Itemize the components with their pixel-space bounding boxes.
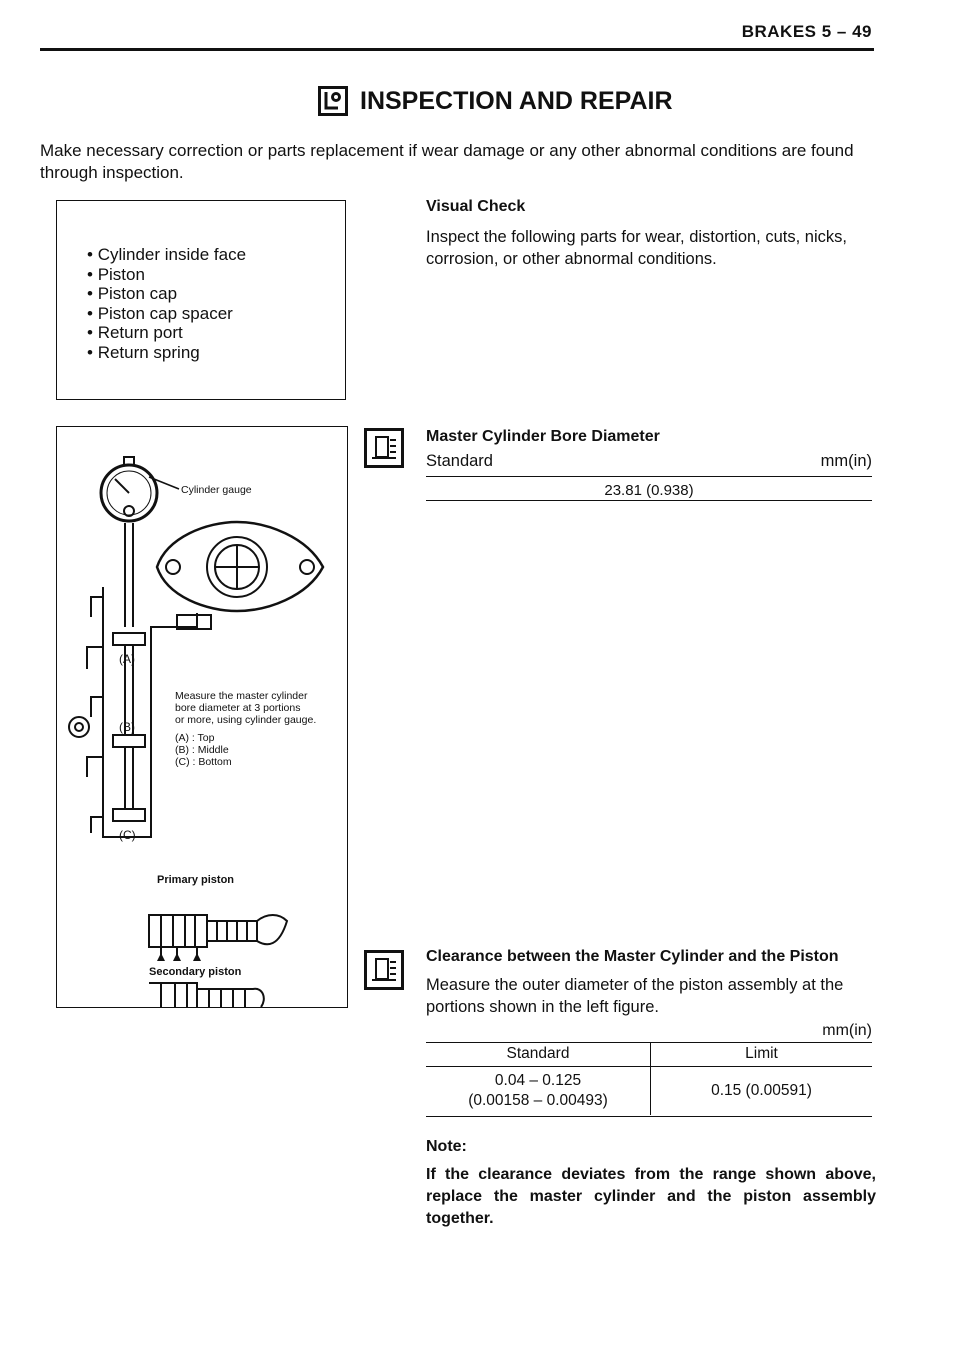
col-standard: Standard: [426, 1042, 651, 1067]
checklist-item: • Piston: [87, 265, 246, 285]
bore-standard-value: 23.81 (0.938): [604, 482, 694, 499]
section-heading: [318, 86, 673, 116]
bore-diameter-title: Master Cylinder Bore Diameter: [426, 428, 660, 445]
header-rule: [40, 48, 874, 51]
specification-icon: [364, 428, 404, 468]
standard-value-line: 0.04 – 0.125: [494, 1072, 582, 1089]
marker-c: (C): [119, 828, 136, 842]
checklist-item: • Return spring: [87, 343, 246, 363]
note-text: If the clearance deviates from the range shown above, replace the master cylinder and the piston assembly together.: [426, 1166, 876, 1227]
standard-cell: [426, 1067, 651, 1116]
marker-a: (A): [119, 652, 135, 666]
figure-note-line: bore diameter at 3 portions: [175, 702, 301, 714]
figure-note-line: Measure the master cylinder: [175, 690, 308, 702]
section-title: INSPECTION AND REPAIR: [360, 86, 673, 115]
legend-c: (C) : Bottom: [175, 756, 232, 768]
checklist-item: • Cylinder inside face: [87, 245, 246, 265]
intro-paragraph: Make necessary correction or parts replacement if wear damage or any other abnormal conditions are found through inspection.: [40, 141, 854, 182]
checklist-box: [56, 200, 346, 400]
figure-note-line: or more, using cylinder gauge.: [175, 714, 317, 726]
figure-box: [56, 426, 348, 1008]
page-header-title: BRAKES 5 – 49: [741, 22, 872, 41]
marker-b: (B): [119, 720, 135, 734]
limit-cell: 0.15 (0.00591): [711, 1082, 812, 1099]
checklist-item: • Piston cap: [87, 284, 246, 304]
checklist-item: • Return port: [87, 323, 246, 343]
inspection-icon: [318, 86, 348, 116]
legend-b: (B) : Middle: [175, 744, 229, 756]
table-row: [426, 1067, 872, 1116]
clearance-unit: mm(in): [822, 1022, 872, 1039]
primary-piston-label: Primary piston: [157, 874, 235, 886]
table-rule: [426, 476, 872, 477]
clearance-title: Clearance between the Master Cylinder and the Piston: [426, 948, 839, 965]
clearance-table: [426, 1042, 872, 1115]
note-title: Note:: [426, 1138, 467, 1155]
bore-unit: mm(in): [820, 452, 872, 470]
table-rule: [426, 500, 872, 501]
checklist: [87, 245, 246, 362]
visual-check-text: Inspect the following parts for wear, distortion, cuts, nicks, corrosion, or other abnormal conditions.: [426, 228, 847, 268]
table-header-row: [426, 1042, 872, 1067]
legend-a: (A) : Top: [175, 732, 215, 744]
bore-standard-label: Standard: [426, 452, 493, 470]
gauge-label: Cylinder gauge: [181, 484, 252, 496]
secondary-piston-label: Secondary piston: [149, 966, 242, 978]
checklist-item: • Piston cap spacer: [87, 304, 246, 324]
table-rule: [426, 1116, 872, 1117]
col-limit: Limit: [651, 1042, 873, 1067]
cylinder-gauge-illustration: [57, 427, 347, 1007]
visual-check-title: Visual Check: [426, 198, 526, 215]
standard-value-line: (0.00158 – 0.00493): [468, 1092, 608, 1109]
specification-icon: [364, 950, 404, 990]
clearance-text: Measure the outer diameter of the piston assembly at the portions shown in the left figure.: [426, 976, 844, 1016]
